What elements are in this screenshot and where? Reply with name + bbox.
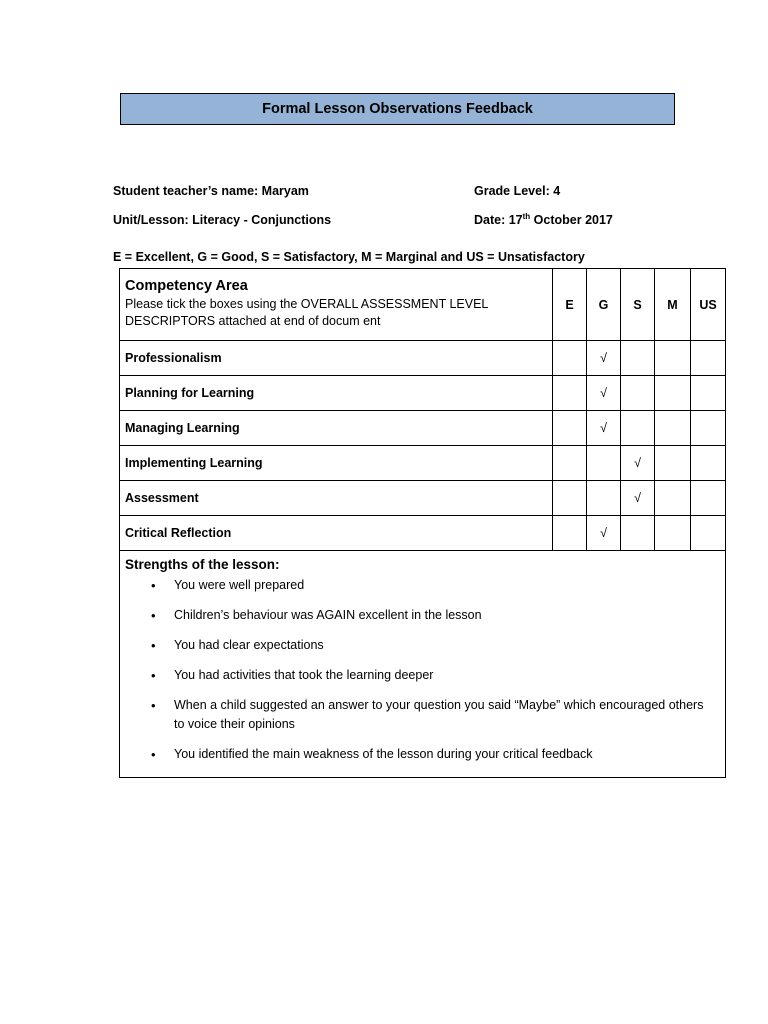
competency-label: Managing Learning: [120, 411, 553, 446]
list-item: • You had clear expectations: [174, 636, 707, 655]
list-item: • When a child suggested an answer to your question you said “Maybe” which encouraged others to voice their opinions: [174, 696, 707, 734]
tick-cell: [621, 516, 655, 551]
rating-legend: E = Excellent, G = Good, S = Satisfactory, M = Marginal and US = Unsatisfactory: [113, 250, 585, 264]
competency-header: [120, 269, 553, 341]
tick-cell: √: [621, 446, 655, 481]
tick-cell: [691, 411, 726, 446]
table-header-row: [120, 269, 726, 341]
tick-cell: [691, 516, 726, 551]
tick-cell: √: [621, 481, 655, 516]
tick-cell: [553, 341, 587, 376]
tick-cell: [691, 481, 726, 516]
tick-cell: √: [587, 341, 621, 376]
tick-cell: [655, 411, 691, 446]
tick-cell: [553, 376, 587, 411]
tick-cell: [621, 411, 655, 446]
competency-label: Implementing Learning: [120, 446, 553, 481]
competency-table: [119, 268, 726, 778]
strengths-section: [120, 551, 726, 778]
level-header-us: US: [691, 269, 726, 341]
lesson-date: [474, 213, 613, 227]
unit-lesson: Unit/Lesson: Literacy - Conjunctions: [113, 213, 332, 227]
table-row: [120, 411, 726, 446]
table-row: [120, 481, 726, 516]
tick-cell: [621, 376, 655, 411]
tick-cell: [553, 481, 587, 516]
tick-cell: √: [587, 411, 621, 446]
tick-cell: [655, 516, 691, 551]
level-header-m: M: [655, 269, 691, 341]
competency-label: Assessment: [120, 481, 553, 516]
tick-cell: √: [587, 516, 621, 551]
list-item: • You identified the main weakness of the lesson during your critical feedback: [174, 745, 707, 764]
list-item: • You were well prepared: [174, 576, 707, 595]
date-prefix: Date: 17: [474, 213, 523, 227]
table-row: [120, 376, 726, 411]
competency-header-title: Competency Area: [125, 278, 248, 294]
level-header-s: S: [621, 269, 655, 341]
tick-cell: [691, 341, 726, 376]
level-header-e: E: [553, 269, 587, 341]
tick-cell: [655, 446, 691, 481]
competency-header-desc: Please tick the boxes using the OVERALL ASSESSMENT LEVEL DESCRIPTORS attached at end of docum ent: [125, 297, 488, 328]
date-suffix: October 2017: [530, 213, 613, 227]
student-name: Student teacher’s name: Maryam: [113, 184, 309, 198]
tick-cell: [621, 341, 655, 376]
level-header-g: G: [587, 269, 621, 341]
table-row: [120, 446, 726, 481]
strengths-row: [120, 551, 726, 778]
competency-label: Professionalism: [120, 341, 553, 376]
tick-cell: [553, 411, 587, 446]
tick-cell: [587, 481, 621, 516]
tick-cell: [587, 446, 621, 481]
competency-label: Planning for Learning: [120, 376, 553, 411]
tick-cell: [655, 341, 691, 376]
tick-cell: [553, 516, 587, 551]
tick-cell: [691, 446, 726, 481]
tick-cell: [655, 481, 691, 516]
tick-cell: [553, 446, 587, 481]
grade-level: Grade Level: 4: [474, 184, 561, 198]
strengths-title: Strengths of the lesson:: [125, 557, 280, 572]
list-item: • Children’s behaviour was AGAIN excellent in the lesson: [174, 606, 707, 625]
tick-cell: [691, 376, 726, 411]
document-title: Formal Lesson Observations Feedback: [120, 93, 675, 125]
competency-label: Critical Reflection: [120, 516, 553, 551]
list-item: • You had activities that took the learning deeper: [174, 666, 707, 685]
tick-cell: [655, 376, 691, 411]
table-row: [120, 341, 726, 376]
table-row: [120, 516, 726, 551]
strengths-list: [125, 576, 725, 764]
tick-cell: √: [587, 376, 621, 411]
date-superscript: th: [522, 211, 531, 221]
